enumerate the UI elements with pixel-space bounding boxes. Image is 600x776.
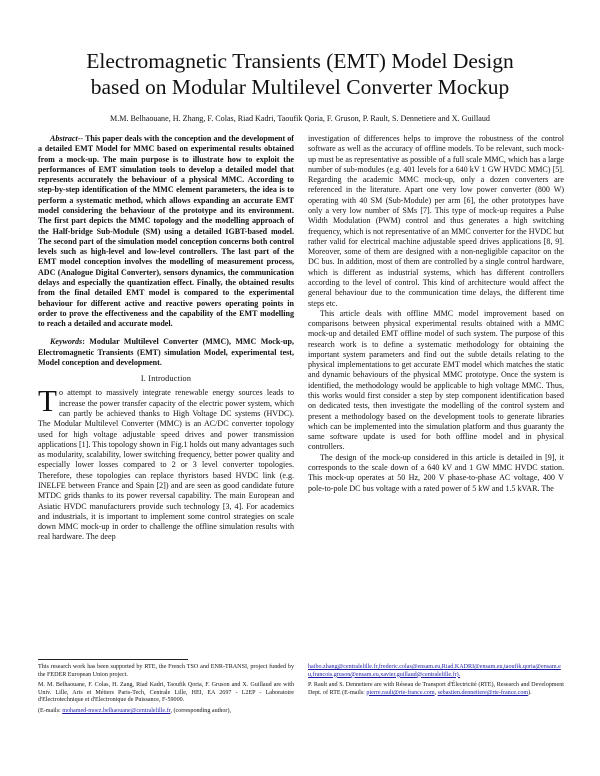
- rte-email-link-2[interactable]: sebastien.dennetiere@rte-france.com: [437, 689, 529, 696]
- footnotes-right: [308, 664, 564, 700]
- email-note-end: , (corresponding author),: [170, 707, 232, 714]
- intro-paragraph-3: The design of the mock-up considered in this article is detailed in [9], it corresponds to the scale down of a 640 kV and 1 GW MMC HVDC station. This mock-up operates at 50 Hz, 200 V phase-to-phase AC voltage, 400 V pole-to-pole DC bus voltage with a rated power of 5 kW and 1.5 kVAR. The: [308, 452, 564, 493]
- intro-paragraph-2: This article deals with offline MMC model improvement based on comparisons between physical experimental results obtained with a MMC mock-up and detailed EMT offline model of such system. The purpose of this research work is to define a systematic methodology for obtaining the important system parameters and find out the subtle details relating to the physical implementations to get accurate EMT model which matches the static and dynamic behaviours of the physical MMC prototype. Once the system is identified, the methodology would be applicable to high voltage MMC. Thus, this works would first consider a step by step component identification based on dedicated tests, then investigate the modelling of the control system and present a methodology based on the development tools to generate libraries which can be implemented into the simulation platform and thus guaranty the same software update is used for both offline model and in physical controllers.: [308, 308, 564, 452]
- keywords-label: Keywords: [50, 337, 83, 347]
- email-separator: ,: [434, 689, 438, 696]
- paper-title: [30, 48, 570, 100]
- rte-email-link-1[interactable]: pierre.rault@rte-france.com: [366, 689, 435, 696]
- footnotes-left: [38, 664, 294, 719]
- section-heading-introduction: I. Introduction: [140, 374, 192, 384]
- intro-paragraph-1-text: o attempt to massively integrate renewable energy sources leads to increase the power transfer capacity of the electric power system, which can partly be achieved thanks to High Voltage DC systems (HVDC). The Modular Multilevel Converter (MMC) is an AC/DC converter topology used for high voltage adjustable speed drives and power transmission applications [1]. This topology shown in Fig.1 holds out many advantages such as modularity, scalability, lower switching frequency, better power quality and especially lower losses compared to 2 or 3 level converter topologies. Therefore, these topologies can replace thyristors based HVDC link (e.g. INELFE between France and Spain [2]) and are seen as good candidate future MTDC grids thanks to its power reversal capability. The main European and Asiatic HVDC manufacturers provide such technology [3, 4]. For academics and industrials, it is important to implement some control strategies on scale down MMC mock-up in order to challenge the offline simulation results with real hardware. The deep: [38, 388, 294, 542]
- email-label: (E-mails:: [38, 707, 63, 714]
- title-line-2: based on Modular Multilevel Converter Mockup: [90, 75, 510, 99]
- keywords-text: : Modular Multilevel Converter (MMC), MMC Mock-up, Electromagnetic Transients (EMT) simulation Model, experimental test, Model conception and development.: [38, 337, 294, 367]
- intro-paragraph-1-continued: investigation of differences helps to improve the robustness of the control software as well as the accuracy of offline models. To be relevant, such mock-up must be as representative as possible of a full scale MMC, which has a large number of sub-modules (e.g. 401 levels for a 640 kV 1 GW HVDC MMC) [5]. Regarding the academic MMC mock-up, only a dozen converters are referenced in the literature. Apart one very low power converter (800 W) operating with 40 SM (Sub-Module) per arm [6], the other prototypes have only a very low number of SMs [7]. This type of mock-up requires a Pulse Width Modulation (PWM) control and thus generates a high switching frequency, which is not representative of an MMC converter for the HVDC but rather valid for electrical machine adjustable speed drives applications [8, 9]. Moreover, some of them are designed with a non-negligible capacitor on the DC bus. In addition, most of them are controlled by a single control hardware, which is different as industrial systems, which has different controllers according to the level of control. This kind of architecture would affect the general behaviour due to the communication time delays, the different time steps etc.: [308, 134, 564, 308]
- left-column: [38, 134, 294, 543]
- corresponding-author-email-link[interactable]: mohamed-moez.belhaouane@centralelille.fr: [62, 707, 171, 714]
- email-note-left: [38, 708, 294, 716]
- author-list: M.M. Belhaouane, H. Zhang, F. Colas, Riad Kadri, Taoufik Qoria, F. Gruson, P. Rault, S. Dennetiere and X. Guillaud: [110, 114, 490, 123]
- author-emails-link[interactable]: haibo.zhang@centralelille.fr,frederic.colas@ensam.eu,Riad.KADRI@ensam.eu,taoufik.qoria@ensam.eu,francois.gruson@ensam.eu,xavier.guillaud@centralelille.fr).: [308, 664, 561, 678]
- keywords: [38, 337, 294, 368]
- funding-note: This research work has been supported by RTE, the French TSO and ENR-TRANSI, project funded by the FEDER European Union project.: [38, 664, 294, 678]
- affiliation-note-left: M. M. Belhaouane, F. Colas, H. Zang, Riad Kadri, Taoufik Qoria, F. Gruson and X. Guillaud are with Univ. Lille, Arts et Métiers Paris-Tech, Centrale Lille, HEI, EA 2697 - L2EP - Laboratoire d'Electrotechnique et d'Electronique de Puissance, F-59000.: [38, 682, 294, 704]
- abstract-label: Abstract--: [50, 134, 84, 143]
- abstract: [38, 134, 294, 329]
- abstract-text: This paper deals with the conception and the development of a detailed EMT Model for MMC based on experimental results obtained from a mock-up. The main purpose is to illustrate how to exploit the performances of EMT simulation tools to develop a detailed model that represents accurately the behaviour of a physical MMC. According to step-by-step identification of the MMC element parameters, the idea is to perform a systematic method, which allows expanding an accurate EMT model considering the behaviour of the prototype and its environment. The first part depicts the MMC topology and the modelling approach of the Half-bridge Sub-Module (SM) using a detailed IGBT-based model. The second part of the simulation model conception concerns both control levels such as high-level and low-level controllers. The last part of the EMT model conception involves the modelling of measurement process, ADC (Analogue Digital Converter), sensors dynamics, the communication delays and especially the quantization effect. Finally, the obtained results from the final detailed EMT model is compared to the experimental behaviour for different active and reactive powers operating points in order to prove the effectiveness and the capability of the EMT modelling to reach a detailed and accurate model.: [38, 134, 294, 329]
- affiliation-right-end: ).: [528, 689, 532, 696]
- affiliation-note-right: [308, 682, 564, 697]
- title-line-1: Electromagnetic Transients (EMT) Model Design: [86, 49, 514, 73]
- intro-paragraph-1: [38, 383, 294, 542]
- drop-cap: T: [38, 383, 57, 419]
- right-column: [308, 134, 564, 494]
- footnote-divider: [38, 659, 188, 660]
- affiliation-right-text: P. Rault and S. Dennetiere are with Réseau de Transport d'Électricité (RTE), Research and Development Dept. of RTE (E-mails:: [308, 682, 564, 696]
